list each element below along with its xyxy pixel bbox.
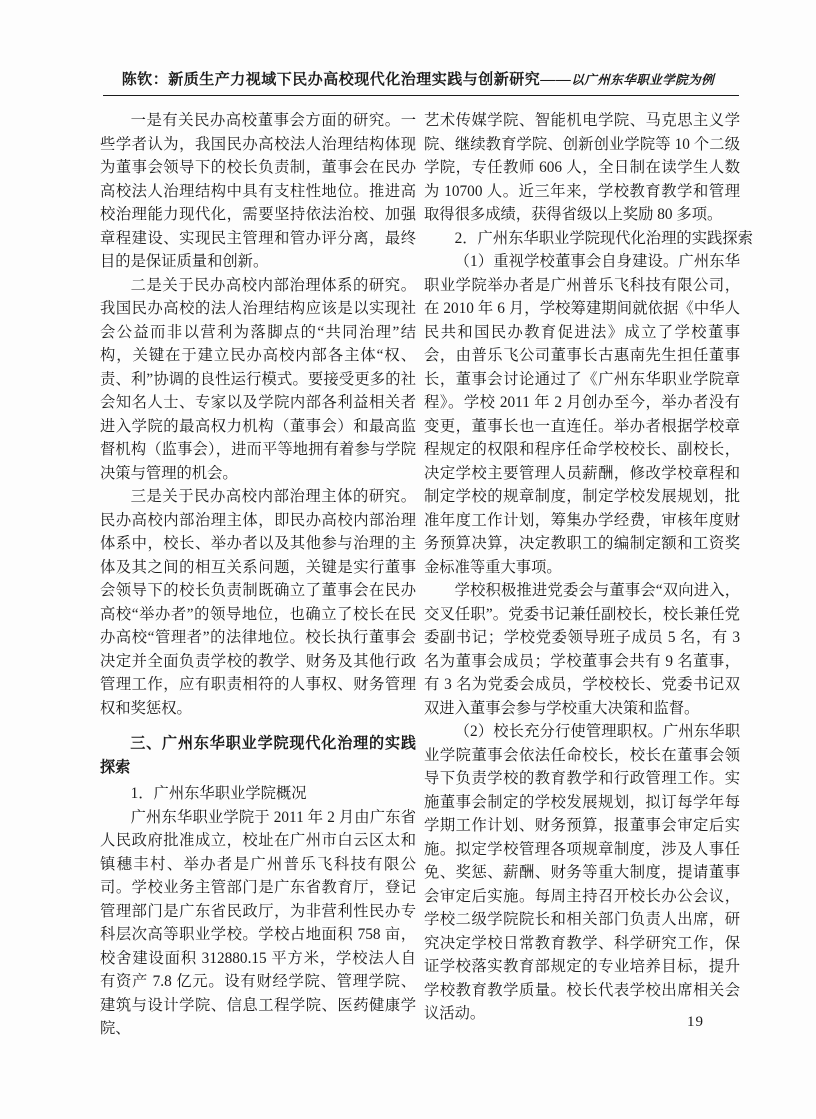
body-paragraph: 二是关于民办高校内部治理体系的研究。我国民办高校的法人治理结构应该是以实现社会公益而非以营利为落脚点的“共同治理”结构，关键在于建立民办高校内部各主体“权、责、利”协调的良性运行模式。要接受更多的社会知名人士、专家以及学院内部各利益相关者进入学院的最高权力机构（董事会）和最高监督机构（监事会），进而平等地拥有着参与学院决策与管理的机会。 bbox=[100, 276, 416, 482]
numbered-subheading: 2．广州东华职业学院现代化治理的实践探索 bbox=[454, 229, 753, 247]
section-heading: 三、广州东华职业学院现代化治理的实践探索 bbox=[100, 735, 416, 776]
body-paragraph: 学校积极推进党委会与董事会“双向进入，交叉任职”。党委书记兼任副校长，校长兼任党委副书记；学校党委领导班子成员 5 名，有 3 名为董事会成员；学校董事会共有 9 名董事，有 3 名为党委会成员，学校校长、党委书记双双进入董事会参与学校重大决策和监督。 bbox=[424, 582, 740, 717]
left-column bbox=[100, 109, 416, 1041]
header-rule bbox=[103, 95, 739, 96]
page-number: 19 bbox=[687, 1014, 704, 1030]
right-column bbox=[424, 109, 753, 1041]
running-title bbox=[96, 70, 740, 90]
numbered-subheading: 1．广州东华职业学院概况 bbox=[130, 785, 307, 802]
running-title-sub: 以广州东华职业学院为例 bbox=[571, 73, 715, 87]
body-paragraph: （1）重视学校董事会自身建设。广州东华职业学院举办者是广州普乐飞科技有限公司，在 2010 年 6 月，学校筹建期间就依据《中华人民共和国民办教育促进法》成立了学校董事会，由普乐飞公司董事长古惠南先生担任董事长，董事会讨论通过了《广州东华职业学院章程》。学校 2011 年 2 月创办至今，举办者没有变更，董事长也一直连任。举办者根据学校章程规定的权限和程序任命学校校长、副校长，决定学校主要管理人员薪酬，修改学校章程和制定学校的规章制度，制定学校发展规划，批准年度工作计划，筹集办学经费，审核年度财务预算决算，决定教职工的编制定额和工资奖金标准等重大事项。 bbox=[424, 253, 740, 576]
running-title-main: 陈钦：新质生产力视域下民办高校现代化治理实践与创新研究—— bbox=[121, 72, 572, 88]
body-paragraph: 广州东华职业学院于 2011 年 2 月由广东省人民政府批准成立，校址在广州市白云区太和镇穗丰村、举办者是广州普乐飞科技有限公司。学校业务主管部门是广东省教育厅，登记管理部门是广东省民政厅，为非营利性民办专科层次高等职业学校。学校占地面积 758 亩，校舍建设面积 312880.15 平方米，学校法人自有资产 7.8 亿元。设有财经学院、管理学院、建筑与设计学院、信息工程学院、医药健康学院、 bbox=[100, 808, 416, 1037]
body-paragraph: 三是关于民办高校内部治理主体的研究。民办高校内部治理主体，即民办高校内部治理体系中，校长、举办者以及其他参与治理的主体及其之间的相互关系问题，关键是实行董事会领导下的校长负责制既确立了董事会在民办高校“举办者”的领导地位，也确立了校长在民办高校“管理者”的法律地位。校长执行董事会决定并全面负责学校的教学、财务及其他行政管理工作，应有职责相符的人事权、财务管理权和奖惩权。 bbox=[100, 488, 416, 717]
continued-paragraph: 艺术传媒学院、智能机电学院、马克思主义学院、继续教育学院、创新创业学院等 10 个二级学院，专任教师 606 人，全日制在读学生人数为 10700 人。近三年来，学校教育教学和管理取得很多成绩，获得省级以上奖励 80 多项。 bbox=[424, 112, 740, 223]
article-body bbox=[100, 109, 753, 1041]
body-paragraph: （2）校长充分行使管理职权。广州东华职业学院董事会依法任命校长，校长在董事会领导下负责学校的教育教学和行政管理工作。实施董事会制定的学校发展规划，拟订每学年每学期工作计划、财务预算，报董事会审定后实施。拟定学校管理各项规章制度，涉及人事任免、奖惩、薪酬、财务等重大制度，提请董事会审定后实施。每周主持召开校长办公会议，学校二级学院院长和相关部门负责人出席，研究决定学校日常教育教学、科学研究工作，保证学校落实教育部规定的专业培养目标，提升学校教育教学质量。校长代表学校出席相关会议活动。 bbox=[424, 723, 740, 1022]
body-paragraph: 一是有关民办高校董事会方面的研究。一些学者认为，我国民办高校法人治理结构体现为董事会领导下的校长负责制，董事会在民办高校法人治理结构中具有支柱性地位。推进高校治理能力现代化，需要坚持依法治校、加强章程建设、实现民主管理和管办评分离，最终目的是保证质量和创新。 bbox=[100, 112, 416, 270]
